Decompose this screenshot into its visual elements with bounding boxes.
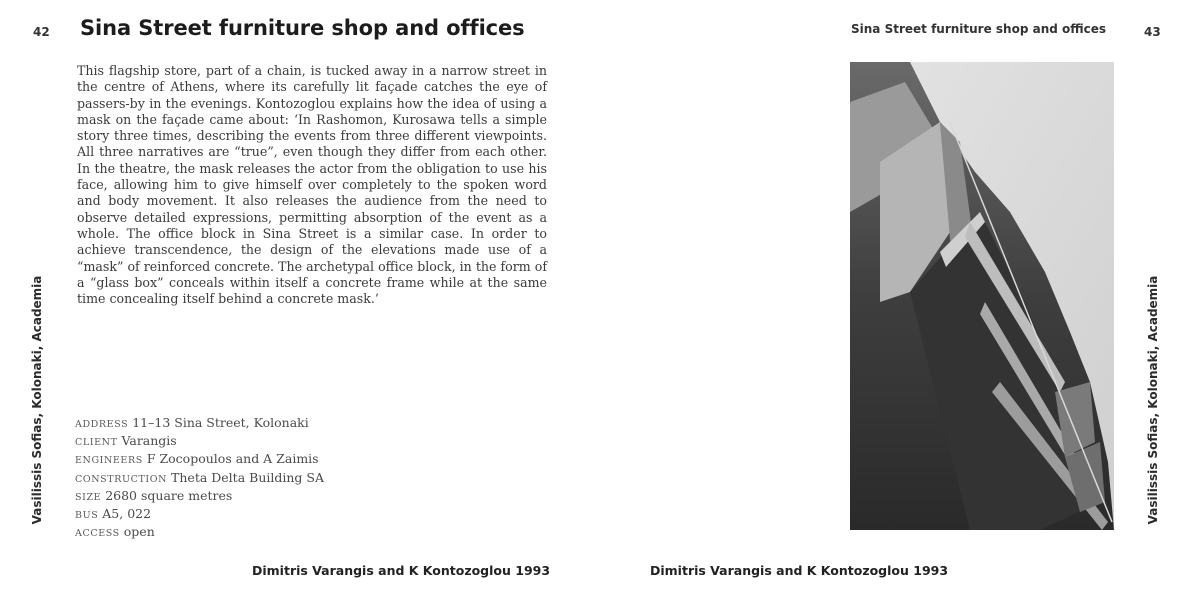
- fact-row: [75, 488, 375, 506]
- body-text: This flagship store, part of a chain, is tucked away in a narrow street in the centre of Athens, where its carefully lit façade catches the eye of passers-by in the evenings. Kontozoglou explains how the idea of using a mask on the façade came about: ‘In Rashomon, Kurosawa tells a simple story three times, describing the events from three different viewpoints. All three narratives are “true”, even though they differ from each other. In the theatre, the mask releases the actor from the obligation to use his face, allowing him to give himself over completely to the spoken word and body movement. It also releases the audience from the need to observe detailed expressions, permitting absorption of the event as a whole. The office block in Sina Street is a similar case. In order to achieve transcendence, the design of the elevations made use of a “mask” of reinforced concrete. The archetypal office block, in the form of a “glass box” conceals within itself a concrete frame while at the same time concealing itself behind a concrete mask.’: [77, 63, 547, 307]
- credit-left: Dimitris Varangis and K Kontozoglou 1993: [252, 563, 551, 578]
- fact-row: [75, 470, 375, 488]
- fact-row: [75, 433, 375, 451]
- fact-value: open: [123, 524, 155, 540]
- fact-label: CLIENT: [75, 437, 118, 449]
- fact-value: F Zocopoulos and A Zaimis: [146, 451, 319, 467]
- building-photo: [850, 62, 1114, 530]
- fact-label: BUS: [75, 510, 99, 522]
- right-page-number: 43: [1144, 25, 1161, 39]
- fact-value: A5, 022: [102, 506, 152, 522]
- fact-label: CONSTRUCTION: [75, 473, 168, 485]
- fact-label: ADDRESS: [75, 419, 129, 430]
- right-running-head: Sina Street furniture shop and offices: [851, 22, 1107, 36]
- credit-right: Dimitris Varangis and K Kontozoglou 1993: [650, 563, 949, 578]
- fact-label: SIZE: [75, 491, 102, 503]
- fact-label: ENGINEERS: [75, 455, 143, 467]
- fact-label: ACCESS: [75, 528, 120, 540]
- side-label-left: Vasilissis Sofias, Kolonaki, Academia: [30, 275, 44, 525]
- page-title: Sina Street furniture shop and offices: [80, 16, 525, 40]
- fact-row: [75, 506, 375, 524]
- side-label-right: Vasilissis Sofias, Kolonaki, Academia: [1146, 275, 1160, 525]
- fact-value: 11–13 Sina Street, Kolonaki: [132, 415, 309, 430]
- fact-value: 2680 square metres: [105, 487, 233, 503]
- fact-value: Varangis: [121, 433, 177, 449]
- fact-value: Theta Delta Building SA: [171, 469, 324, 485]
- fact-row: [75, 451, 375, 469]
- fact-row: [75, 415, 375, 433]
- fact-row: [75, 524, 375, 542]
- left-page-number: 42: [33, 25, 50, 39]
- facts-list: [75, 415, 375, 542]
